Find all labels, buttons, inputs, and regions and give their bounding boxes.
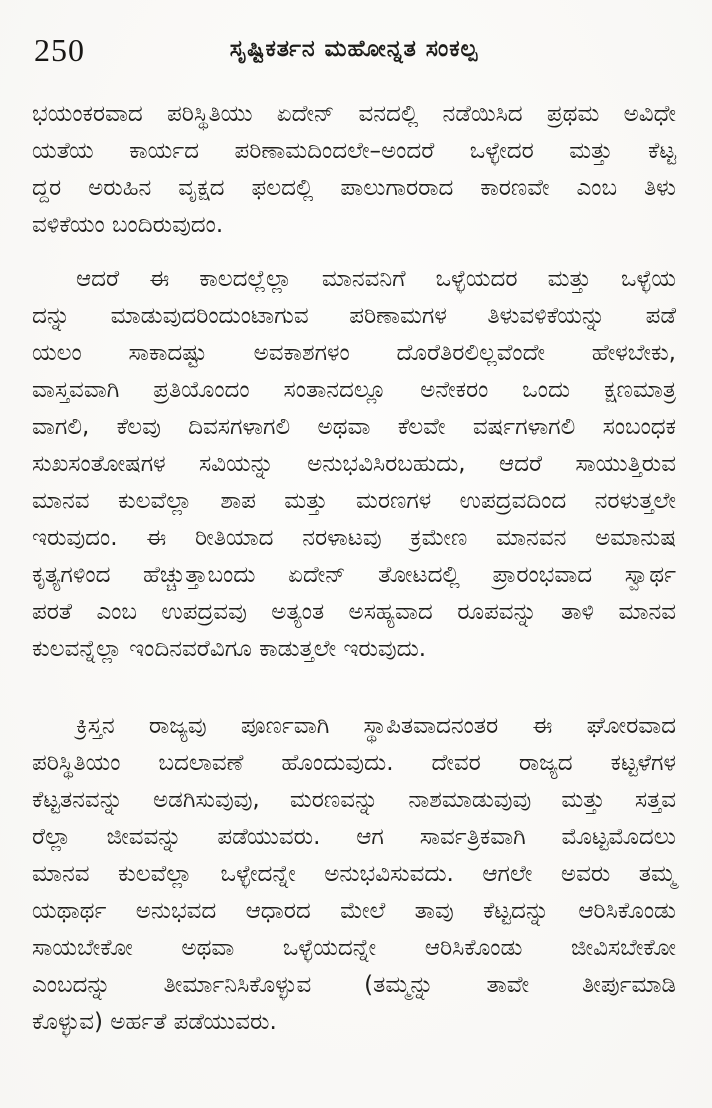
page-number: 250 bbox=[34, 32, 85, 68]
text-line: ಮಾನವ ಕುಲವೆಲ್ಲಾ ಒಳ್ಳೇದನ್ನೇ ಅನುಭವಿಸುವದು. ಆಗಲೇ ಅವರು ತಮ್ಮ bbox=[32, 861, 676, 887]
text-line: ರೆಲ್ಲಾ ಜೀವವನ್ನು ಪಡೆಯುವರು. ಆಗ ಸಾರ್ವತ್ರಿಕವಾಗಿ ಮೊಟ್ಟಮೊದಲು bbox=[32, 824, 676, 850]
text-line: ವಾಸ್ತವವಾಗಿ ಪ್ರತಿಯೊಂದಂ ಸಂತಾನದಲ್ಲೂ ಅನೇಕರಂ ಒಂದು ಕ್ಷಣಮಾತ್ರ bbox=[32, 377, 676, 403]
text-line: ಪರಿಸ್ಥಿತಿಯಂ ಬದಲಾವಣೆ ಹೊಂದುವುದು. ದೇವರ ರಾಜ್ಯದ ಕಟ್ಟಳೆಗಳ bbox=[32, 750, 676, 776]
text-line: ಮಾನವ ಕುಲವೆಲ್ಲಾ ಶಾಪ ಮತ್ತು ಮರಣಗಳ ಉಪದ್ರವದಿಂದ ನರಳುತ್ತಲೇ bbox=[32, 488, 676, 514]
text-line: ಯಥಾರ್ಥ ಅನುಭವದ ಆಧಾರದ ಮೇಲೆ ತಾವು ಕೆಟ್ಟದನ್ನು ಆರಿಸಿಕೊಂಡು bbox=[32, 898, 676, 924]
page-header bbox=[32, 26, 676, 72]
paragraph-1 bbox=[32, 96, 676, 244]
text-line: ಕುಲವನ್ನೆಲ್ಲಾ ಇಂದಿನವರೆವಿಗೂ ಕಾಡುತ್ತಲೇ ಇರುವುದು. bbox=[32, 636, 427, 662]
page-body bbox=[32, 96, 676, 1041]
text-line: ಪರತೆ ಎಂಬ ಉಪದ್ರವವು ಅತ್ಯಂತ ಅಸಹ್ಯವಾದ ರೂಪವನ್ನು ತಾಳಿ ಮಾನವ bbox=[32, 599, 676, 625]
text-line: ಕೃತ್ಯಗಳಿಂದ ಹೆಚ್ಚುತ್ತಾಬಂದು ಏದೇನ್ ತೋಟದಲ್ಲಿ ಪ್ರಾರಂಭವಾದ ಸ್ವಾರ್ಥ bbox=[32, 562, 676, 588]
text-line: ಸುಖಸಂತೋಷಗಳ ಸವಿಯನ್ನು ಅನುಭವಿಸಿರಬಹುದು, ಆದರೆ ಸಾಯುತ್ತಿರುವ bbox=[32, 451, 676, 477]
text-line: ಯತೆಯ ಕಾರ್ಯದ ಪರಿಣಾಮದಿಂದಲೇ–ಅಂದರೆ ಒಳ್ಳೇದರ ಮತ್ತು ಕೆಟ್ಟ bbox=[32, 138, 676, 164]
text-line: ಇರುವುದಂ. ಈ ರೀತಿಯಾದ ನರಳಾಟವು ಕ್ರಮೇಣ ಮಾನವನ ಅಮಾನುಷ bbox=[32, 525, 676, 551]
text-line: ಕೆಟ್ಟತನವನ್ನು ಅಡಗಿಸುವುವು, ಮರಣವನ್ನು ನಾಶಮಾಡುವುವು ಮತ್ತು ಸತ್ತವ bbox=[32, 787, 676, 813]
text-line: ವಳಿಕೆಯಂ ಬಂದಿರುವುದಂ. bbox=[32, 212, 224, 238]
text-line: ಯಲಂ ಸಾಕಾದಷ್ಟು ಅವಕಾಶಗಳಂ ದೊರೆತಿರಲಿಲ್ಲವೆಂದೇ ಹೇಳಬೇಕು, bbox=[32, 340, 676, 366]
text-line: ದ್ದರ ಅರುಹಿನ ವೃಕ್ಷದ ಫಲದಲ್ಲಿ ಪಾಲುಗಾರರಾದ ಕಾರಣವೇ ಎಂಬ ತಿಳು bbox=[32, 175, 676, 201]
text-line: ಕ್ರಿಸ್ತನ ರಾಜ್ಯವು ಪೂರ್ಣವಾಗಿ ಸ್ಥಾಪಿತವಾದನಂತರ ಈ ಘೋರವಾದ bbox=[76, 713, 676, 739]
running-title: ಸೃಷ್ಟಿಕರ್ತನ ಮಹೋನ್ನತ ಸಂಕಲ್ಪ bbox=[229, 36, 479, 62]
text-line: ಎಂಬದನ್ನು ತೀರ್ಮಾನಿಸಿಕೊಳ್ಳುವ (ತಮ್ಮನ್ನು ತಾವೇ ತೀರ್ಪುಮಾಡಿ bbox=[32, 972, 676, 998]
text-line: ವಾಗಲಿ, ಕೆಲವು ದಿವಸಗಳಾಗಲಿ ಅಥವಾ ಕೆಲವೇ ವರ್ಷಗಳಾಗಲಿ ಸಂಬಂಧಕ bbox=[32, 414, 676, 440]
text-line: ದನ್ನು ಮಾಡುವುದರಿಂದುಂಟಾಗುವ ಪರಿಣಾಮಗಳ ತಿಳುವಳಿಕೆಯನ್ನು ಪಡೆ bbox=[32, 303, 676, 329]
paragraph-2 bbox=[32, 261, 676, 668]
text-line: ಆದರೆ ಈ ಕಾಲದಲ್ಲೆಲ್ಲಾ ಮಾನವನಿಗೆ ಒಳ್ಳೆಯದರ ಮತ್ತು ಒಳ್ಳೆಯ bbox=[76, 266, 676, 292]
text-line: ಭಯಂಕರವಾದ ಪರಿಸ್ಥಿತಿಯು ಏದೇನ್ ವನದಲ್ಲಿ ನಡೆಯಿಸಿದ ಪ್ರಥಮ ಅವಿಧೇ bbox=[32, 101, 676, 127]
text-line: ಕೊಳ್ಳುವ) ಅರ್ಹತೆ ಪಡೆಯುವರು. bbox=[32, 1009, 277, 1035]
text-line: ಸಾಯಬೇಕೋ ಅಥವಾ ಒಳ್ಳೆಯದನ್ನೇ ಆರಿಸಿಕೊಂಡು ಜೀವಿಸಬೇಕೋ bbox=[32, 935, 676, 961]
paragraph-3 bbox=[32, 708, 676, 1041]
